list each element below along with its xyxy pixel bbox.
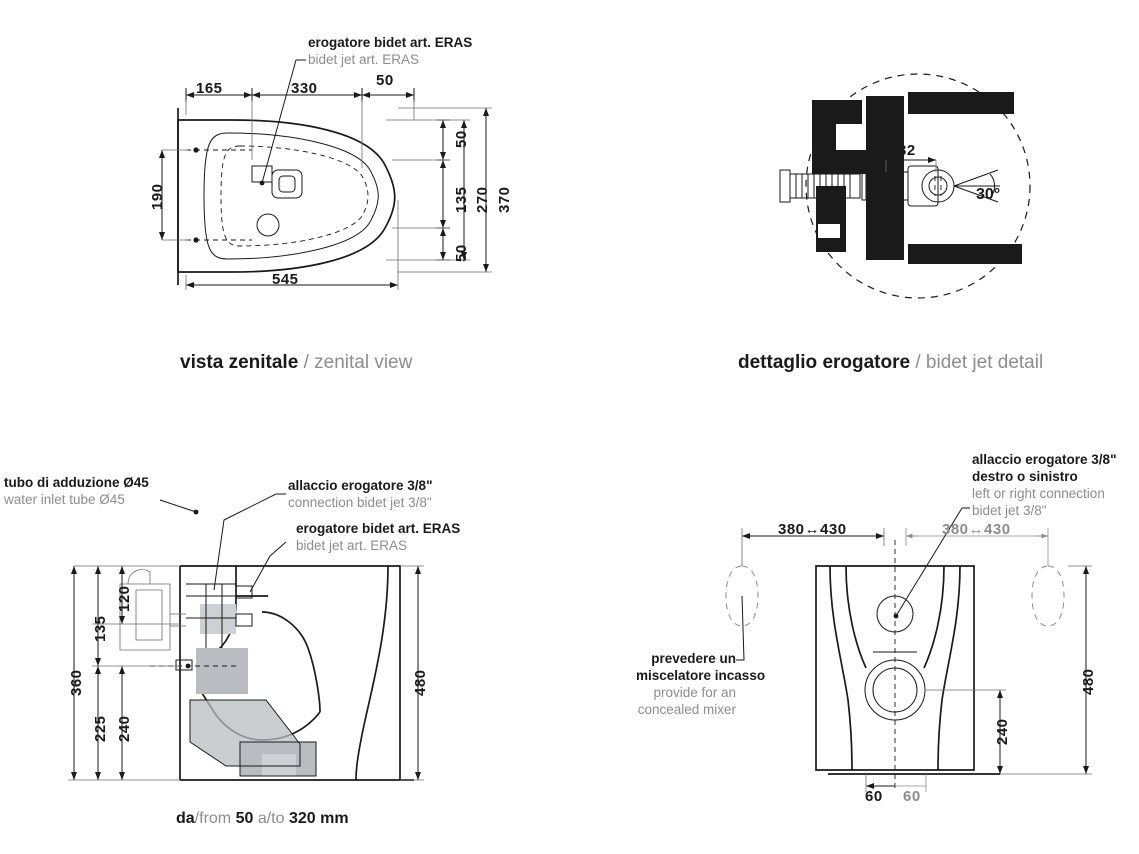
dim-zenital-545: 545 xyxy=(272,271,299,288)
dim-zenital-135: 135 xyxy=(453,186,470,213)
dim-zenital-165: 165 xyxy=(196,80,223,97)
callout-side-bidet-jet xyxy=(296,521,460,555)
note-from-to xyxy=(176,810,349,828)
callout-water-inlet-en: water inlet tube Ø45 xyxy=(4,491,125,507)
caption-zenital-view xyxy=(180,352,412,374)
callout-concealed-mixer xyxy=(636,651,766,719)
dim-zenital-50-b: 50 xyxy=(453,244,470,262)
front-view-geometry xyxy=(726,508,1092,792)
caption-jet-detail xyxy=(738,352,1043,374)
callout-connection-en: connection bidet jet 3/8" xyxy=(288,494,432,510)
dim-front-480: 480 xyxy=(1080,668,1097,695)
note-a-to: a/to xyxy=(257,810,285,827)
dim-jet-32: 32 xyxy=(898,142,916,159)
callout-zenital-bidet-jet xyxy=(308,35,472,69)
dim-zenital-50-a: 50 xyxy=(453,130,470,148)
note-da: da xyxy=(176,810,195,827)
callout-side-jet-en: bidet jet art. ERAS xyxy=(296,537,408,553)
callout-front-en2: bidet jet 3/8" xyxy=(972,502,1047,518)
dim-zenital-50-top: 50 xyxy=(376,72,394,89)
caption-jet-it: dettaglio erogatore xyxy=(738,352,911,373)
dim-side-120: 120 xyxy=(116,585,133,612)
callout-mixer-it1: prevedere un xyxy=(651,651,736,666)
dim-side-225: 225 xyxy=(92,715,109,742)
note-from: /from xyxy=(194,810,232,827)
dim-zenital-270: 270 xyxy=(474,186,491,213)
dim-front-left-span: 380↔430 xyxy=(778,521,847,538)
callout-front-connection xyxy=(972,452,1116,520)
caption-zenital-it: vista zenitale xyxy=(180,352,299,373)
side-section-geometry xyxy=(68,0,612,780)
callout-mixer-en2: concealed mixer xyxy=(637,701,736,717)
dim-side-360: 360 xyxy=(68,669,85,696)
caption-jet-en: bidet jet detail xyxy=(925,352,1044,373)
callout-mixer-en1: provide for an xyxy=(653,684,736,700)
dim-zenital-330: 330 xyxy=(291,80,318,97)
caption-zenital-en: zenital view xyxy=(314,352,413,373)
dim-side-480: 480 xyxy=(412,669,429,696)
caption-zenital-sep: / xyxy=(303,352,309,373)
callout-front-it1: allaccio erogatore 3/8" xyxy=(972,452,1117,467)
note-50: 50 xyxy=(235,810,254,827)
callout-front-it2: destro o sinistro xyxy=(972,468,1078,484)
dim-side-240: 240 xyxy=(116,715,133,742)
dim-zenital-370: 370 xyxy=(496,186,513,213)
dim-front-60-left: 60 xyxy=(865,788,883,805)
callout-side-jet-it: erogatore bidet art. ERAS xyxy=(296,521,461,536)
callout-mixer-it2: miscelatore incasso xyxy=(636,667,766,683)
callout-water-inlet-it: tubo di adduzione Ø45 xyxy=(4,475,149,490)
callout-front-en1: left or right connection xyxy=(972,485,1105,501)
callout-zenital-it: erogatore bidet art. ERAS xyxy=(308,35,473,50)
note-320: 320 mm xyxy=(288,810,349,827)
dim-jet-angle: 30° xyxy=(976,186,1001,203)
dim-side-135: 135 xyxy=(92,615,109,642)
callout-connection-it: allaccio erogatore 3/8" xyxy=(288,478,433,493)
callout-connection-bidet-jet xyxy=(288,478,432,512)
callout-zenital-en: bidet jet art. ERAS xyxy=(308,51,420,67)
caption-jet-sep: / xyxy=(915,352,921,373)
dim-front-240: 240 xyxy=(994,718,1011,745)
dim-zenital-190: 190 xyxy=(149,183,166,210)
callout-water-inlet xyxy=(4,475,149,509)
dim-front-60-right: 60 xyxy=(903,788,921,805)
dim-front-right-span: 380↔430 xyxy=(942,521,1011,538)
